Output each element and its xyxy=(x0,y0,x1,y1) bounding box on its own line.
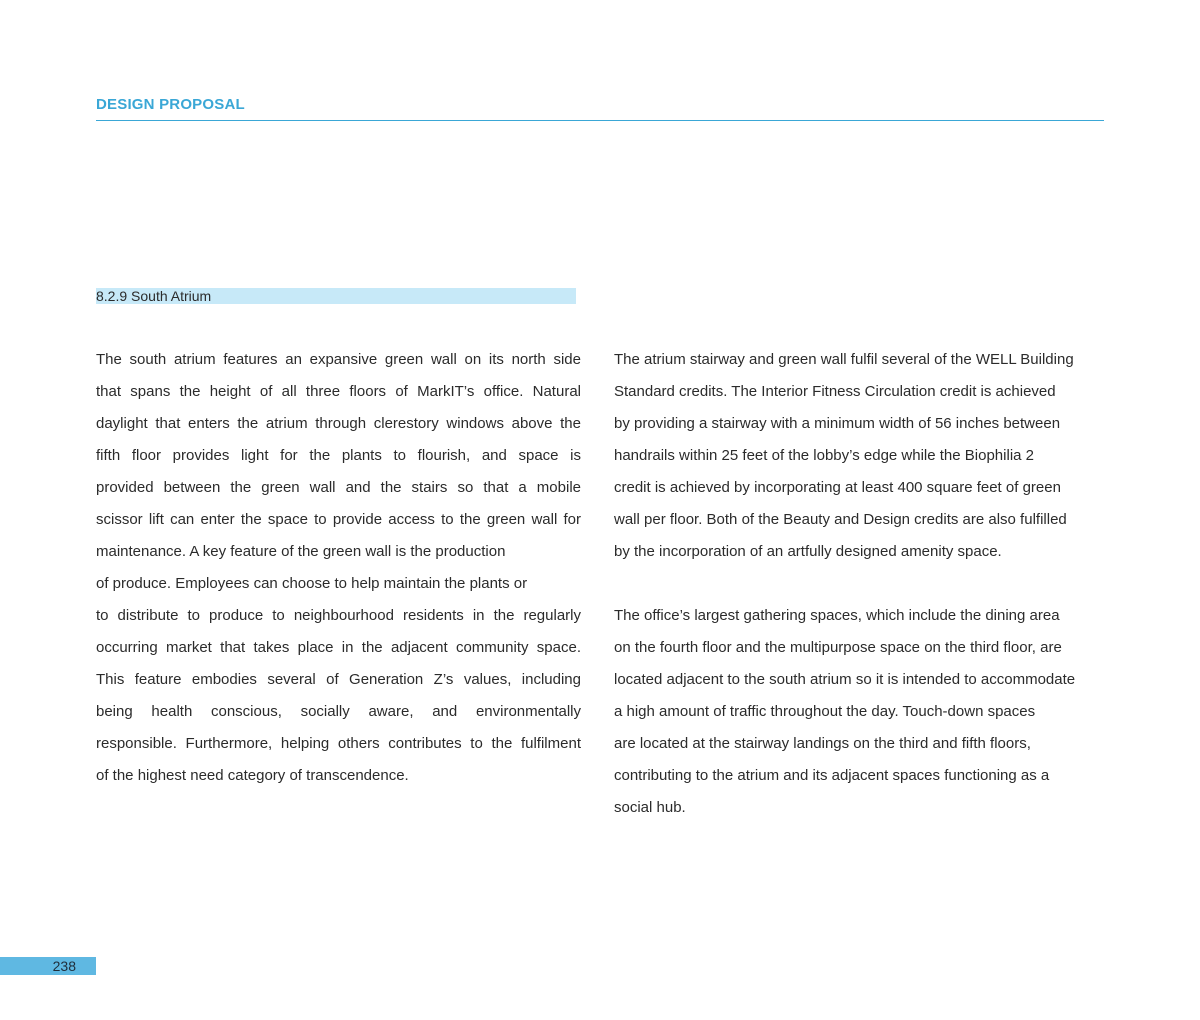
body-text-line: are located at the stairway landings on the third and fifth floors, xyxy=(614,735,1031,752)
body-text-line: daylight that enters the atrium through clerestory windows above the xyxy=(96,415,581,432)
body-text-line: provided between the green wall and the stairs so that a mobile xyxy=(96,479,581,496)
body-text-line: social hub. xyxy=(614,799,686,816)
body-text-line: This feature embodies several of Generation Z’s values, including xyxy=(96,671,581,688)
body-text-line: The atrium stairway and green wall fulfil several of the WELL Building xyxy=(614,351,1074,368)
paragraph-spacer xyxy=(614,568,1108,600)
body-text-line: wall per floor. Both of the Beauty and Design credits are also fulfilled xyxy=(614,511,1067,528)
section-heading: 8.2.9 South Atrium xyxy=(96,288,576,304)
body-text-line: fifth floor provides light for the plants to flourish, and space is xyxy=(96,447,581,464)
body-text-line: The office’s largest gathering spaces, which include the dining area xyxy=(614,607,1060,624)
body-text-line: that spans the height of all three floors of MarkIT’s office. Natural xyxy=(96,383,581,400)
header-divider xyxy=(96,120,1104,121)
body-text-line: responsible. Furthermore, helping others contributes to the fulfilment xyxy=(96,735,581,752)
body-text-line: occurring market that takes place in the adjacent community space. xyxy=(96,639,581,656)
body-text-line: on the fourth floor and the multipurpose space on the third floor, are xyxy=(614,639,1062,656)
paragraph-well-credits xyxy=(614,344,1108,568)
body-text-line: scissor lift can enter the space to provide access to the green wall for xyxy=(96,511,581,528)
body-text-line: of produce. Employees can choose to help maintain the plants or xyxy=(96,575,528,592)
body-text-line: being health conscious, socially aware, and environmentally xyxy=(96,703,581,720)
body-text-line: a high amount of traffic throughout the day. Touch-down spaces xyxy=(614,703,1036,720)
body-text-line: maintenance. A key feature of the green wall is the production xyxy=(96,543,506,560)
page-number-tab xyxy=(0,957,96,975)
header-title: DESIGN PROPOSAL xyxy=(96,96,245,113)
body-text-line: contributing to the atrium and its adjacent spaces functioning as a xyxy=(614,767,1050,784)
page-number: 238 xyxy=(52,958,76,974)
body-text-line: of the highest need category of transcendence. xyxy=(96,767,409,784)
body-text-line: credit is achieved by incorporating at least 400 square feet of green xyxy=(614,479,1061,496)
body-text-line: by the incorporation of an artfully designed amenity space. xyxy=(614,543,1002,560)
left-text-column xyxy=(96,344,581,792)
right-text-column xyxy=(614,344,1108,824)
body-text-line: located adjacent to the south atrium so it is intended to accommodate xyxy=(614,671,1076,688)
body-text-line: to distribute to produce to neighbourhood residents in the regularly xyxy=(96,607,581,624)
paragraph-gathering-spaces xyxy=(614,600,1108,824)
body-text-line: Standard credits. The Interior Fitness Circulation credit is achieved xyxy=(614,383,1056,400)
body-text-line: The south atrium features an expansive green wall on its north side xyxy=(96,351,581,368)
body-text-line: handrails within 25 feet of the lobby’s edge while the Biophilia 2 xyxy=(614,447,1034,464)
body-text-line: by providing a stairway with a minimum width of 56 inches between xyxy=(614,415,1061,432)
